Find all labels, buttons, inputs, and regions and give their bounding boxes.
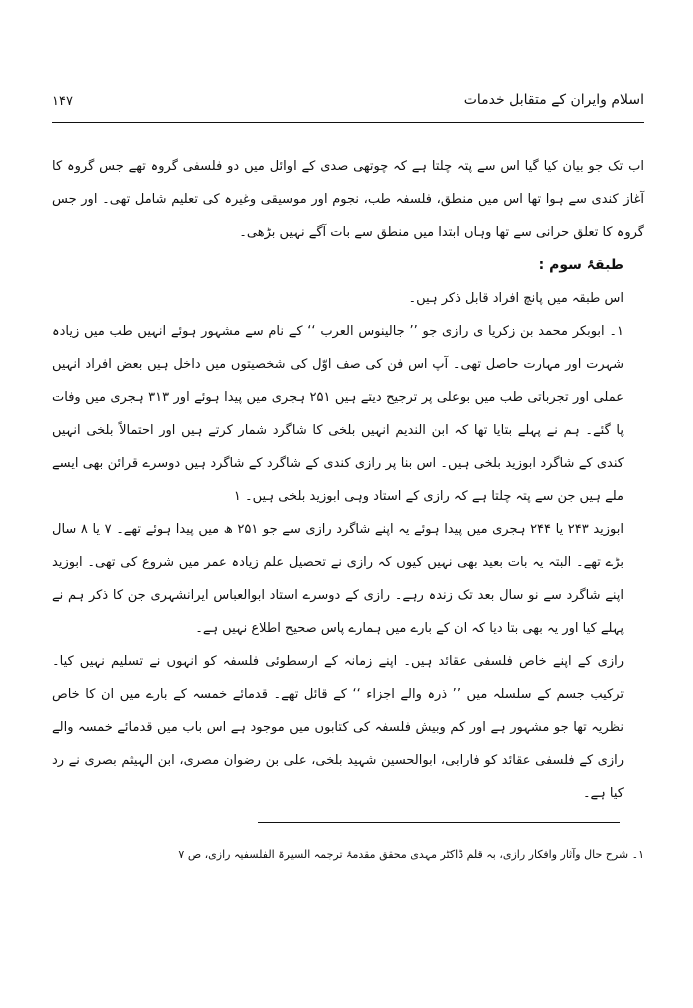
section-heading: طبقۂ سوم : xyxy=(538,257,624,273)
header-divider xyxy=(52,122,644,123)
paragraph-section-intro: اس طبقہ میں پانچ افراد قابل ذکر ہیں۔ xyxy=(408,291,624,306)
page-header xyxy=(52,88,644,118)
paragraph-beliefs: رازی کے اپنے خاص فلسفی عقائد ہیں۔ اپنے زمانہ کے ارسطوئی فلسفہ کو انہوں نے تسلیم نہیں کیا۔ ترکیب جسم کے سلسلہ میں ’’ ذرہ والے اجزاء ‘‘ کے قائل تھے۔ قدمائے خمسہ کے بارے میں ان کا خاص نظریہ تھا جو مشہور ہے اور کم وبیش فلسفہ کی کتابوں میں موجود ہے اس باب میں قدمائے خمسہ والے رازی کے فلسفی عقائد کو فارابی، ابوالحسین شہید بلخی، علی بن رضوان مصری، ابن الہیثم بصری نے رد کیا ہے۔ xyxy=(52,654,624,801)
paragraph-intro: اب تک جو بیان کیا گیا اس سے پتہ چلتا ہے کہ چوتھی صدی کے اوائل میں دو فلسفی گروہ تھے جس گروہ کا آغاز کندی سے ہوا تھا اس میں منطق، فلسفہ طب، نجوم اور موسیقی وغیرہ کی تعلیم شامل تھی۔ اور جس گروہ کا تعلق حرانی سے تھا وہاں ابتدا میں منطق سے بات آگے نہیں بڑھی۔ xyxy=(52,159,644,240)
body-text xyxy=(52,150,644,810)
footnote: ۱۔ شرح حال وآثار وافکار رازی، بہ قلم ڈاکٹر مہدی محقق مقدمۂ ترجمہ السیرۃ الفلسفیہ رازی، ص ۷ xyxy=(178,848,644,861)
paragraph-razi: ۱۔ ابوبکر محمد بن زکریا ی رازی جو ’’ جالینوس العرب ‘‘ کے نام سے مشہور ہوئے انہیں طب میں زیادہ شہرت اور مہارت حاصل تھی۔ آپ اس فن کی صف اوّل کی شخصیتوں میں داخل ہیں بعض افراد انہیں عملی اور تجرباتی طب میں بوعلی پر ترجیح دیتے ہیں ۲۵۱ ہجری میں پیدا ہوئے اور ۳۱۳ ہجری میں وفات پا گئے۔ ہم نے پہلے بتایا تھا کہ ابن الندیم انہیں بلخی کا شاگرد شمار کرتے ہیں اور احتمالاً بلخی انہیں کندی کے شاگرد ابوزید بلخی ہیں۔ اس بنا پر رازی کندی کے شاگرد کے شاگرد ہیں دوسرے قرائن بھی ایسے ملے ہیں جن سے پتہ چلتا ہے کہ رازی کے استاد وہی ابوزید بلخی ہیں۔ ۱ xyxy=(52,324,624,504)
page-number: ۱۴۷ xyxy=(52,94,73,109)
running-title: اسلام وایران کے متقابل خدمات xyxy=(463,92,644,108)
paragraph-abuzaid: ابوزید ۲۴۳ یا ۲۴۴ ہجری میں پیدا ہوئے یہ اپنے شاگرد رازی سے جو ۲۵۱ ھ میں پیدا ہوئے تھے۔ ۷ یا ۸ سال بڑے تھے۔ البتہ یہ بات بعید بھی نہیں کیوں کہ رازی نے تحصیل علم زیادہ عمر میں شروع کی تھی۔ ابوزید اپنے شاگرد سے نو سال بعد تک زندہ رہے۔ رازی کے دوسرے استاد ابوالعباس ایرانشہری جن کا ذکر ہم نے پہلے کیا اور یہ بھی بتا دیا کہ ان کے بارے میں ہمارے پاس صحیح اطلاع نہیں ہے۔ xyxy=(52,522,624,636)
footnote-divider xyxy=(258,822,620,823)
